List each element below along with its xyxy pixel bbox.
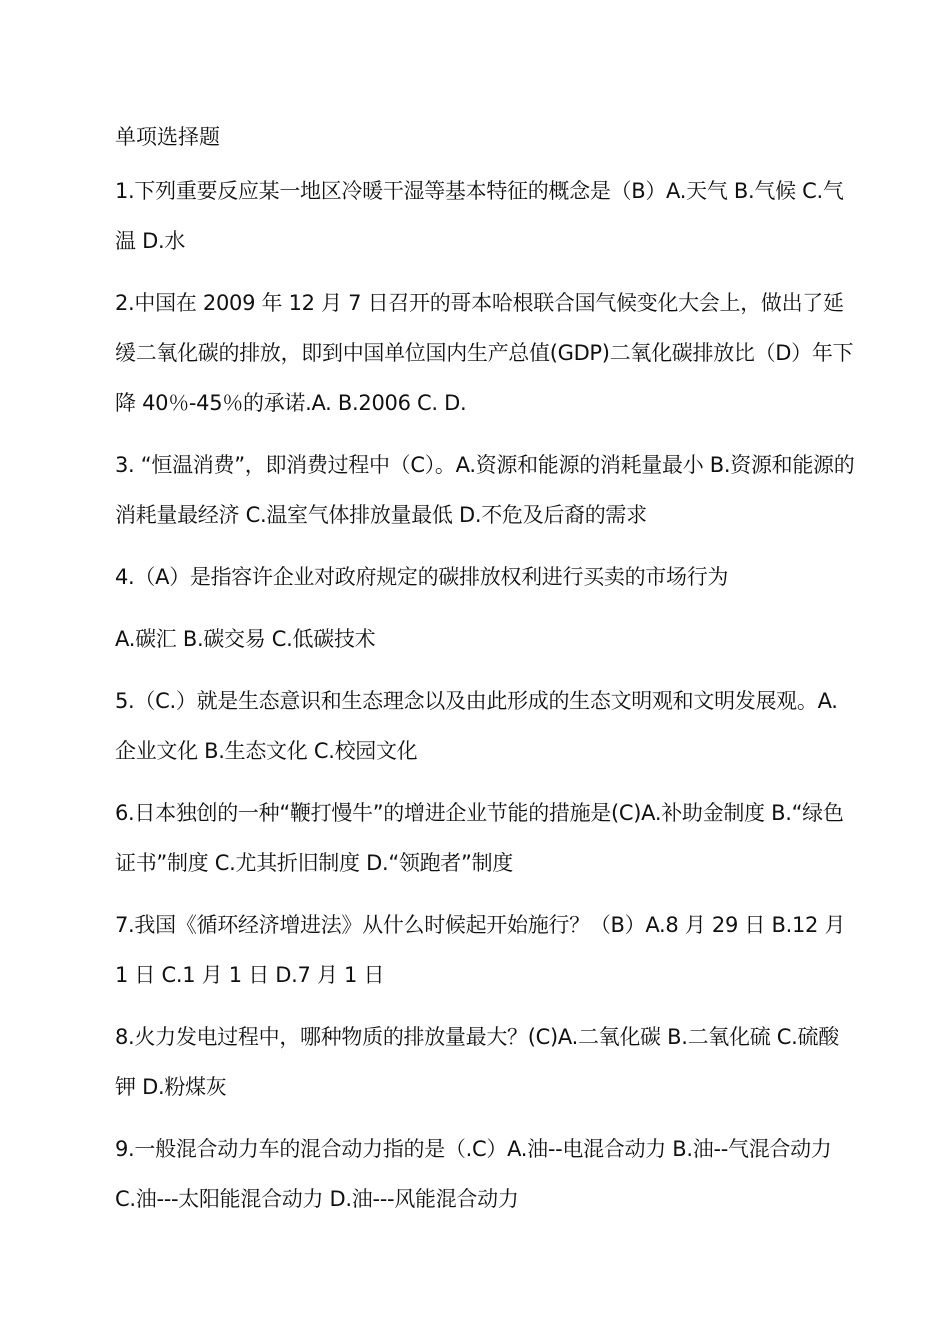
question-9: 9.一般混合动力车的混合动力指的是（.C）A.油--电混合动力 B.油--气混合动力 C.油---太阳能混合动力 D.油---风能混合动力 (115, 1137, 832, 1211)
question-5: 5.（C.）就是生态意识和生态理念以及由此形成的生态文明观和文明发展观。A.企业文化 B.生态文化 C.校园文化 (115, 689, 838, 763)
question-4-options: A.碳汇 B.碳交易 C.低碳技术 (115, 627, 376, 651)
question-3: 3. “恒温消费”，即消费过程中（C）。A.资源和能源的消耗量最小 B.资源和能源的消耗量最经济 C.温室气体排放量最低 D.不危及后裔的需求 (115, 453, 855, 527)
question-6: 6.日本独创的一种“鞭打慢牛”的增进企业节能的措施是(C)A.补助金制度 B.“绿色证书”制度 C.尤其折旧制度 D.“领跑者”制度 (115, 801, 844, 875)
question-2: 2.中国在 2009 年 12 月 7 日召开的哥本哈根联合国气候变化大会上，做出了延缓二氧化碳的排放，即到中国单位国内生产总值(GDP)二氧化碳排放比（D）年下降 40％-45％的承诺.A. B.2006 C. D. (115, 291, 854, 415)
question-7: 7.我国《循环经济增进法》从什么时候起开始施行？（B）A.8 月 29 日 B.12 月 1 日 C.1 月 1 日 D.7 月 1 日 (115, 913, 846, 987)
question-4: 4.（A）是指容许企业对政府规定的碳排放权利进行买卖的市场行为 (115, 565, 729, 589)
question-1: 1.下列重要反应某一地区冷暖干湿等基本特征的概念是（B）A.天气 B.气候 C.气温 D.水 (115, 179, 844, 253)
question-8: 8.火力发电过程中，哪种物质的排放量最大？(C)A.二氧化碳 B.二氧化硫 C.硫酸钾 D.粉煤灰 (115, 1025, 839, 1099)
section-title: 单项选择题 (115, 125, 220, 149)
